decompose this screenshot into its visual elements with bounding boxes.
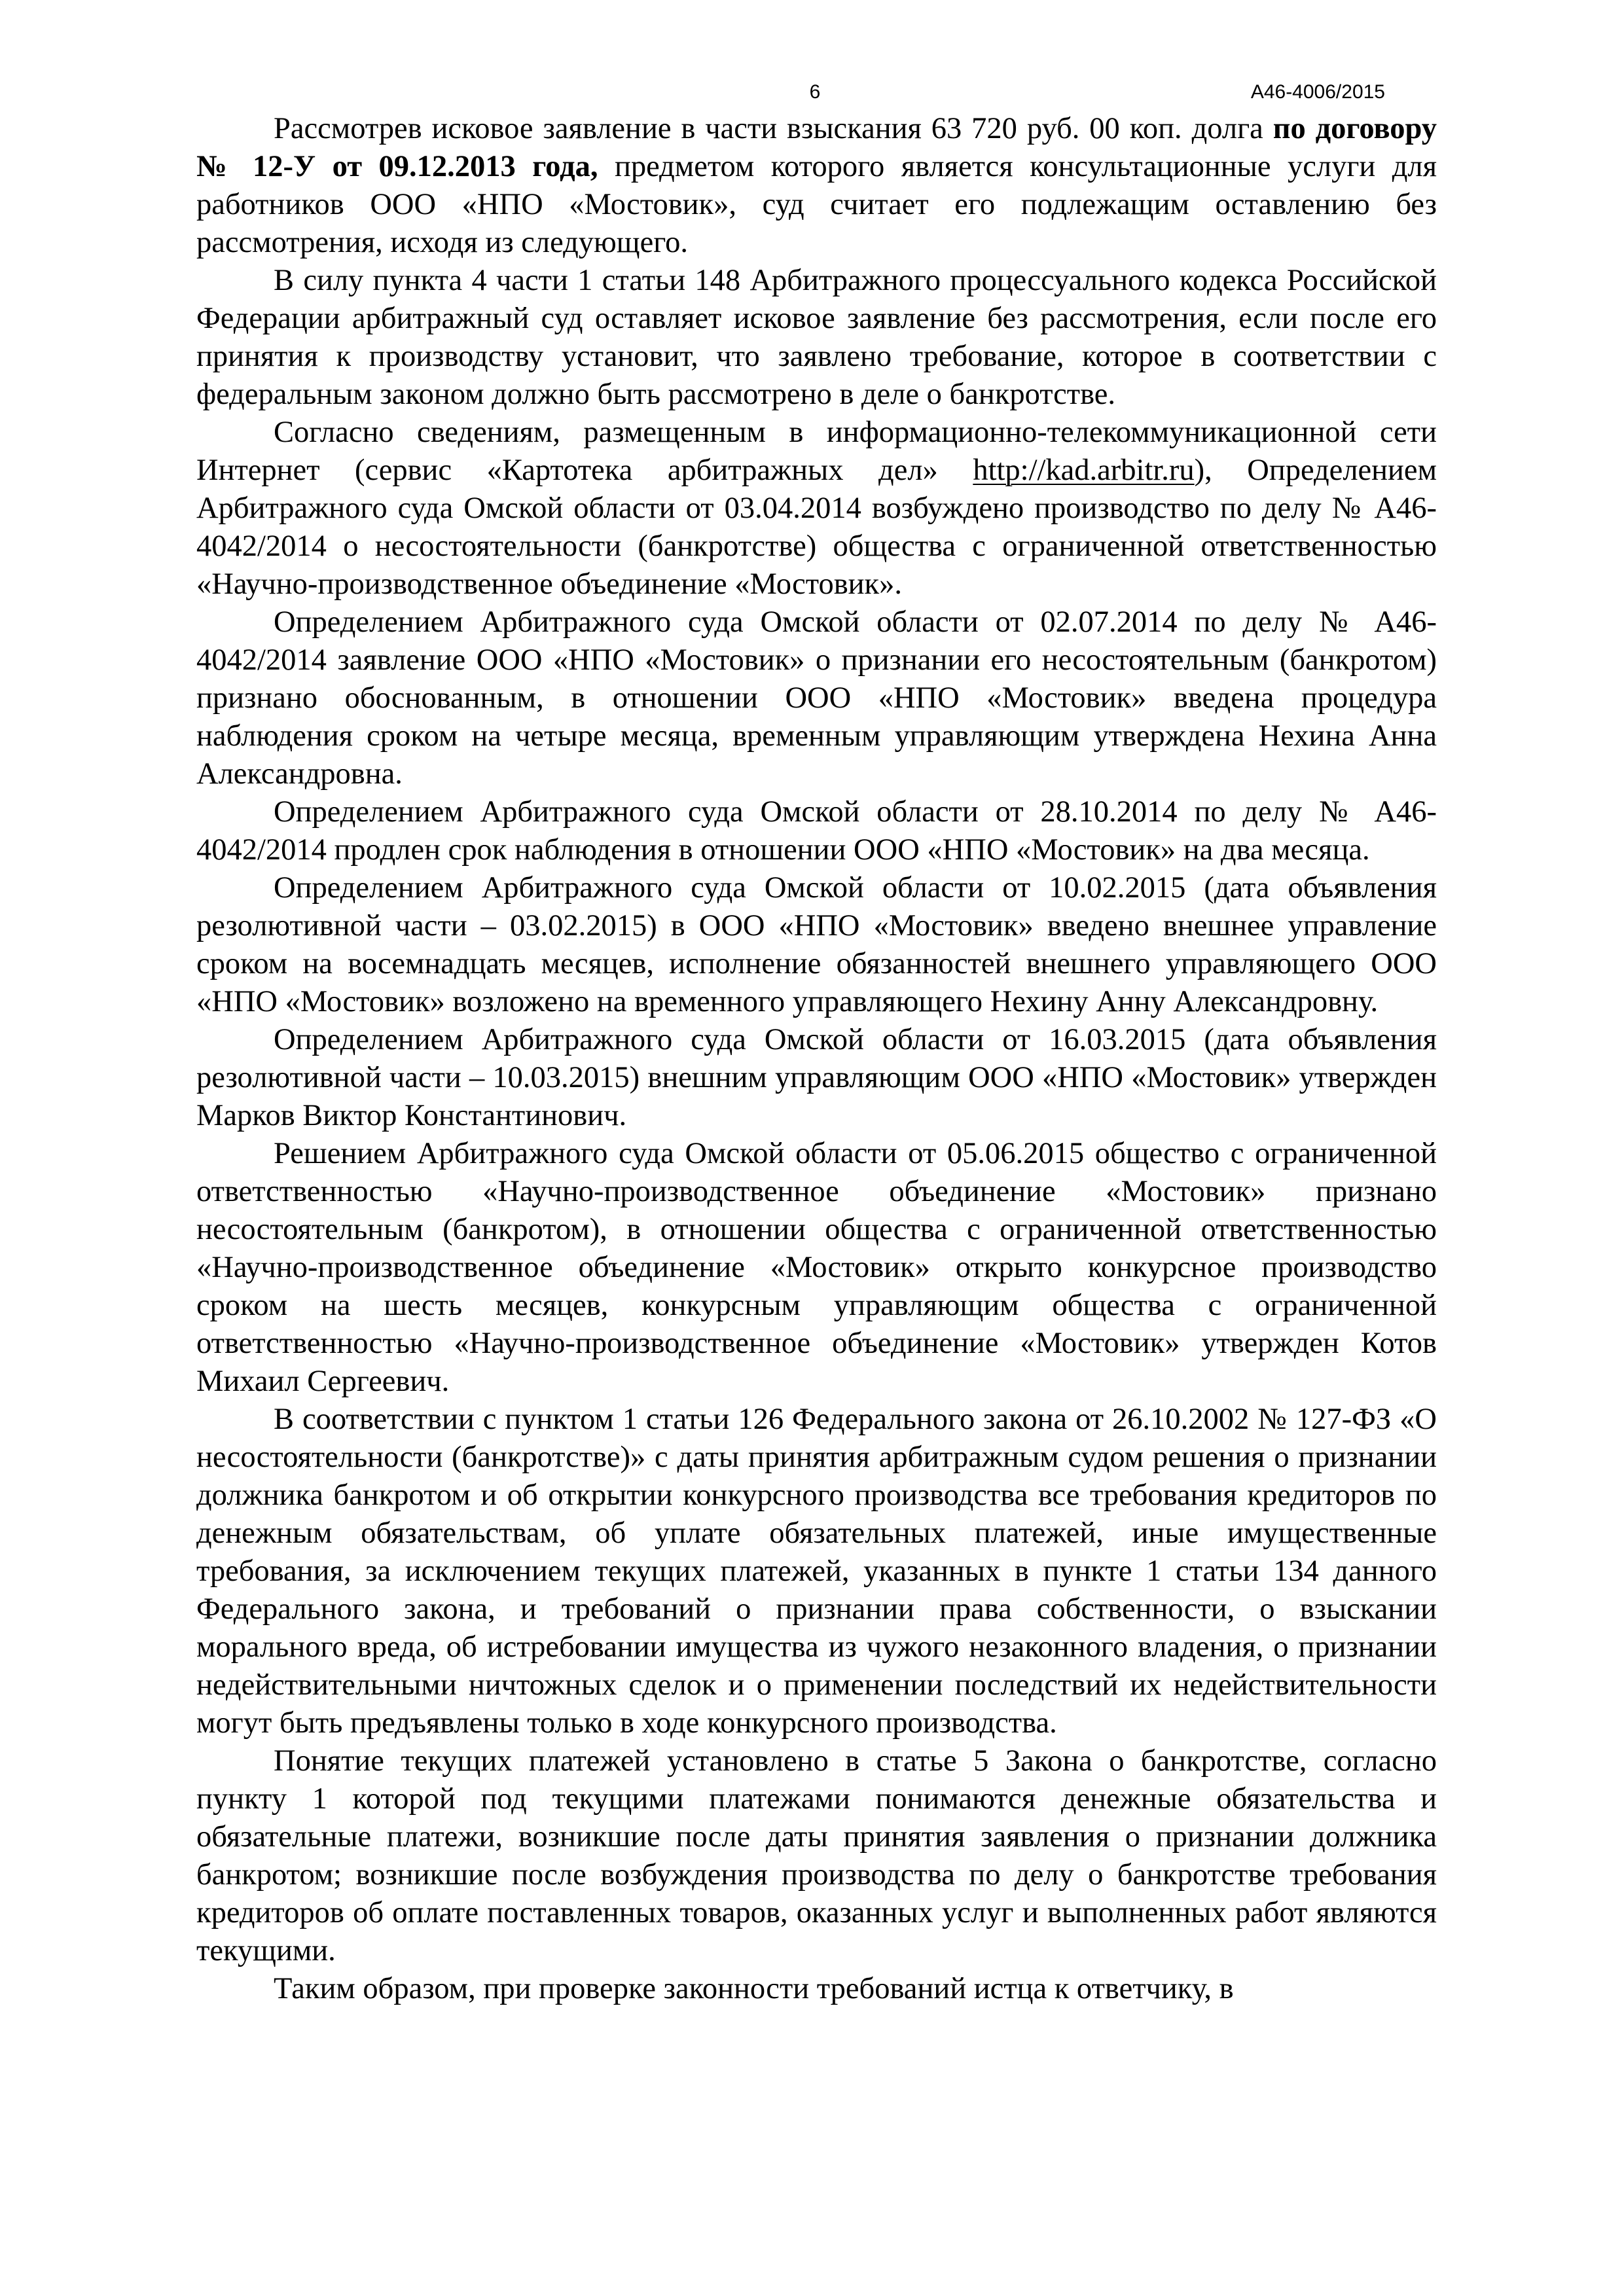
paragraph-9: В соответствии с пунктом 1 статьи 126 Федерального закона от 26.10.2002 № 127-ФЗ «О несостоятельности (банкротстве)» с даты принятия арбитражным судом решения о признании должника банкротом и об открытии конкурсного производства все требования кредиторов по денежным обязательствам, об уплате обязательных платежей, иные имущественные требования, за исключением текущих платежей, указанных в пункте 1 статьи 134 данного Федерального закона, и требований о признании права собственности, о взыскании морального вреда, об истребовании имущества из чужого незаконного владения, о признании недействительными ничтожных сделок и о применении последствий их недействительности могут быть предъявлены только в ходе конкурсного производства. xyxy=(196,1403,1437,1740)
paragraph-1 xyxy=(196,110,1437,262)
paragraph-3-text-b: ), Определением Арбитражного суда Омской области от 03.04.2014 возбуждено производство по делу № А46-4042/2014 о несостоятельности (банкротстве) общества с ограниченной ответственностью «Научно-производственное объединение «Мостовик». xyxy=(196,454,1437,601)
page-header xyxy=(0,81,1624,114)
paragraph-4: Определением Арбитражного суда Омской области от 02.07.2014 по делу № А46-4042/2014 заявление ООО «НПО «Мостовик» о признании его несостоятельным (банкротом) признано обоснованным, в отношении ООО «НПО «Мостовик» введена процедура наблюдения сроком на четыре месяца, временным управляющим утверждена Нехина Анна Александровна. xyxy=(196,605,1437,791)
contract-reference: по договору № 12-У от 09.12.2013 года, xyxy=(196,112,1437,183)
paragraph-8: Решением Арбитражного суда Омской области от 05.06.2015 общество с ограниченной ответственностью «Научно-производственное объединение «Мостовик» признано несостоятельным (банкротом), в отношении общества с ограниченной ответственностью «Научно-производственное объединение «Мостовик» открыто конкурсное производство сроком на шесть месяцев, конкурсным управляющим общества с ограниченной ответственностью «Научно-производственное объединение «Мостовик» утвержден Котов Михаил Сергеевич. xyxy=(196,1137,1437,1398)
paragraph-1-text-a: Рассмотрев исковое заявление в части взыскания 63 720 руб. 00 коп. долга xyxy=(274,112,1273,145)
kad-arbitr-link[interactable]: http://kad.arbitr.ru xyxy=(973,454,1195,487)
paragraph-2: В силу пункта 4 части 1 статьи 148 Арбитражного процессуального кодекса Российской Федерации арбитражный суд оставляет исковое заявление без рассмотрения, если после его принятия к производству установит, что заявлено требование, которое в соответствии с федеральным законом должно быть рассмотрено в деле о банкротстве. xyxy=(196,264,1437,411)
paragraph-3-text-a: Согласно сведениям, размещенным в информационно-телекоммуникационной сети Интернет (сервис «Картотека арбитражных дел» xyxy=(196,416,1437,487)
page-number: 6 xyxy=(809,81,821,103)
paragraph-1-text-b: предметом которого является консультационные услуги для работников ООО «НПО «Мостовик», суд считает его подлежащим оставлению без рассмотрения, исходя из следующего. xyxy=(196,150,1437,259)
paragraph-10: Понятие текущих платежей установлено в статье 5 Закона о банкротстве, согласно пункту 1 которой под текущими платежами понимаются денежные обязательства и обязательные платежи, возникшие после даты принятия заявления о признании должника банкротом; возникшие после возбуждения производства по делу о банкротстве требования кредиторов об оплате поставленных товаров, оказанных услуг и выполненных работ являются текущими. xyxy=(196,1744,1437,1967)
paragraph-3 xyxy=(196,414,1437,603)
paragraph-11: Таким образом, при проверке законности требований истца к ответчику, в xyxy=(274,1972,1234,2005)
paragraph-6: Определением Арбитражного суда Омской области от 10.02.2015 (дата объявления резолютивной части – 03.02.2015) в ООО «НПО «Мостовик» введено внешнее управление сроком на восемнадцать месяцев, исполнение обязанностей внешнего управляющего ООО «НПО «Мостовик» возложено на временного управляющего Нехину Анну Александровну. xyxy=(196,871,1437,1018)
document-body xyxy=(196,110,1437,2008)
paragraph-5: Определением Арбитражного суда Омской области от 28.10.2014 по делу № А46-4042/2014 продлен срок наблюдения в отношении ООО «НПО «Мостовик» на два месяца. xyxy=(196,795,1437,867)
case-number: А46-4006/2015 xyxy=(1250,81,1385,103)
paragraph-7: Определением Арбитражного суда Омской области от 16.03.2015 (дата объявления резолютивной части – 10.03.2015) внешним управляющим ООО «НПО «Мостовик» утвержден Марков Виктор Константинович. xyxy=(196,1023,1437,1132)
